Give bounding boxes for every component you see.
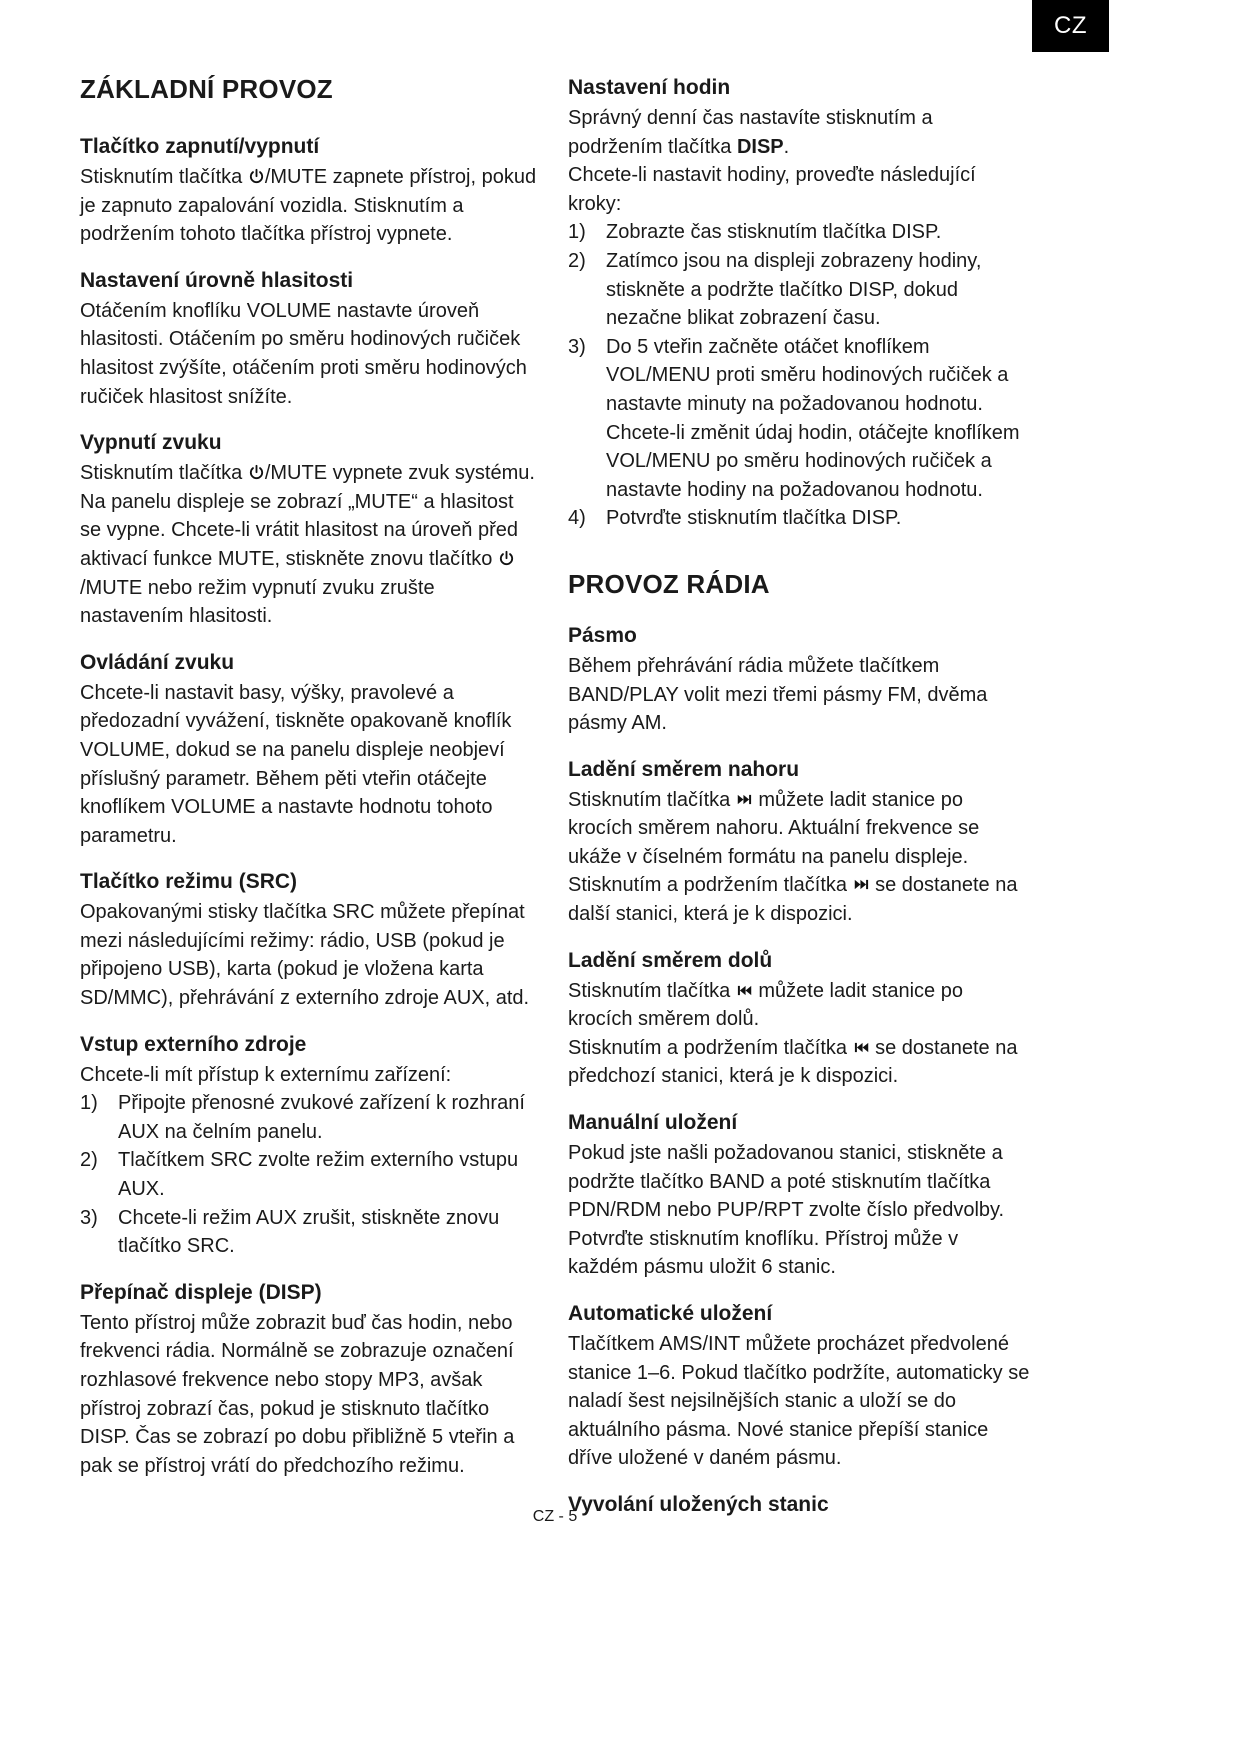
section-heading-external-input: Vstup externího zdroje (80, 1032, 307, 1056)
list-item-text: Zatímco jsou na displeji zobrazeny hodiny, stiskněte a podržte tlačítko DISP, dokud nezačne blikat zobrazení času. (606, 249, 982, 330)
list-item (568, 504, 1030, 533)
list-item-number: 2) (568, 249, 586, 272)
paragraph (568, 104, 1030, 161)
right-column (568, 70, 1030, 1521)
list-item-number: 2) (80, 1149, 98, 1172)
paragraph: Během přehrávání rádia můžete tlačítkem BAND/PLAY volit mezi třemi pásmy FM, dvěma pásmy AM. (568, 654, 988, 735)
list-item-text: Tlačítkem SRC zvolte režim externího vstupu AUX. (118, 1149, 519, 1201)
paragraph (568, 786, 1030, 929)
paragraph-text: Stisknutím tlačítka (80, 166, 248, 188)
paragraph-text: se dostanete na předchozí stanici, která je k dispozici. (568, 1036, 1018, 1088)
chapter-title-basic-operation: ZÁKLADNÍ PROVOZ (80, 74, 333, 104)
paragraph: Pokud jste našli požadovanou stanici, stiskněte a podržte tlačítko BAND a poté stisknutím tlačítka PDN/RDM nebo PUP/RPT zvolte číslo předvolby. Potvrďte stisknutím knoflíku. Přístroj může v každém pásmu uložit 6 stanic. (568, 1142, 1005, 1279)
left-column (80, 70, 538, 1480)
paragraph: Opakovanými stisky tlačítka SRC můžete přepínat mezi následujícími režimy: rádio, USB (pokud je připojeno USB), karta (pokud je vložena karta SD/MMC), přehrávání z externího zdroje AUX, atd. (80, 901, 530, 1010)
chapter-title-radio-operation: PROVOZ RÁDIA (568, 568, 770, 599)
power-icon (248, 168, 265, 185)
section-heading-auto-store: Automatické uložení (568, 1302, 773, 1325)
list-item (80, 1089, 538, 1146)
paragraph: Otáčením knoflíku VOLUME nastavte úroveň hlasitosti. Otáčením po směru hodinových ručiček hlasitost zvýšíte, otáčením proti směru hodinových ručiček hlasitost snížíte. (80, 299, 527, 408)
previous-track-icon (736, 982, 753, 999)
paragraph-text: Stisknutím tlačítka (80, 462, 248, 485)
paragraph-text: Správný denní čas nastavíte stisknutím a podržením tlačítka (568, 107, 933, 158)
previous-track-icon (853, 1039, 870, 1056)
list-item-text: Do 5 vteřin začněte otáčet knoflíkem VOL/MENU proti směru hodinových ručiček a nastavte minuty na požadovanou hodnotu. Chcete-li změnit údaj hodin, otáčejte knoflíkem VOL/MENU po směru hodinových ručiček a nastavte hodiny na požadovanou hodnotu. (606, 335, 1020, 501)
paragraph-text: Stisknutím tlačítka (568, 788, 736, 811)
paragraph-text: /MUTE vypnete zvuk systému. Na panelu displeje se zobrazí „MUTE“ a hlasitost se vypne. Chcete-li vrátit hlasitost na úroveň před aktivací funkce MUTE, stiskněte znovu tlačítko (80, 462, 535, 570)
list-item-text: Zobrazte čas stisknutím tlačítka DISP. (606, 221, 942, 244)
section-heading-power-button: Tlačítko zapnutí/vypnutí (80, 135, 320, 158)
language-badge-label: CZ (1054, 12, 1087, 39)
list-item (80, 1204, 538, 1261)
paragraph: Chcete-li mít přístup k externímu zařízení: (80, 1063, 452, 1086)
paragraph-text: se dostanete na další stanici, která je k dispozici. (568, 874, 1018, 926)
list-item-number: 4) (568, 507, 586, 530)
section-heading-band: Pásmo (568, 623, 637, 647)
section-heading-mode-button-src: Tlačítko režimu (SRC) (80, 870, 298, 894)
paragraph-text: /MUTE nebo režim vypnutí zvuku zrušte nastavením hlasitosti. (80, 576, 435, 628)
section-heading-tune-up: Ladění směrem nahoru (568, 757, 800, 781)
list-item-number: 1) (80, 1092, 98, 1115)
page-footer: CZ - 5 (532, 1508, 578, 1525)
language-badge (1032, 0, 1109, 52)
paragraph: Tento přístroj může zobrazit buď čas hodin, nebo frekvenci rádia. Normálně se zobrazuje označení rozhlasové frekvence nebo stopy MP3, avšak přístroj zobrazí čas, pokud je stisknuto tlačítko DISP. Čas se zobrazí po dobu přibližně 5 vteřin a pak se přístroj vrátí do předchozího režimu. (80, 1311, 515, 1477)
paragraph-text: můžete ladit stanice po krocích směrem nahoru. Aktuální frekvence se ukáže v číselném formátu na panelu displeje. Stisknutím a podržením tlačítka (568, 788, 980, 897)
paragraph-text: můžete ladit stanice po krocích směrem dolů. (568, 979, 963, 1031)
list-item (568, 247, 1030, 333)
paragraph (80, 459, 538, 631)
paragraph-text-bold: DISP (736, 135, 784, 158)
section-heading-tune-down: Ladění směrem dolů (568, 948, 773, 972)
paragraph (80, 163, 538, 249)
paragraph-text: Stisknutím a podržením tlačítka (568, 1036, 853, 1059)
next-track-icon (736, 791, 753, 808)
paragraph (568, 1034, 1030, 1091)
paragraph: Chcete-li nastavit basy, výšky, pravolevé a předozadní vyvážení, tiskněte opakovaně knoflík VOLUME, dokud se na panelu displeje neobjeví příslušný parametr. Během pěti vteřin otáčejte knoflíkem VOLUME a nastavte hodnotu tohoto parametru. (80, 681, 512, 847)
section-heading-recall-stations: Vyvolání uložených stanic (568, 1492, 829, 1516)
paragraph-text: Stisknutím tlačítka (568, 979, 736, 1002)
paragraph: Chcete-li nastavit hodiny, proveďte následující kroky: (568, 164, 976, 215)
section-heading-sound-control: Ovládání zvuku (80, 650, 235, 674)
section-heading-volume-level: Nastavení úrovně hlasitosti (80, 268, 354, 292)
list-item-number: 1) (568, 221, 586, 244)
list-item-number: 3) (568, 335, 586, 358)
paragraph-text: /MUTE zapnete přístroj, pokud je zapnuto zapalování vozidla. Stisknutím a podržením tohoto tlačítka přístroj vypnete. (80, 166, 537, 246)
list-item-number: 3) (80, 1206, 98, 1229)
section-heading-clock-setting: Nastavení hodin (568, 76, 731, 99)
section-heading-display-switch-disp: Přepínač displeje (DISP) (80, 1280, 322, 1304)
list-item-text: Potvrďte stisknutím tlačítka DISP. (606, 507, 902, 530)
paragraph-text: . (783, 135, 790, 158)
list-item-text: Připojte přenosné zvukové zařízení k rozhraní AUX na čelním panelu. (118, 1092, 525, 1143)
list-item-text: Chcete-li režim AUX zrušit, stiskněte znovu tlačítko SRC. (118, 1206, 500, 1258)
power-icon (248, 464, 265, 481)
paragraph (568, 977, 1030, 1034)
section-heading-manual-store: Manuální uložení (568, 1111, 738, 1135)
power-icon (498, 550, 515, 567)
list-item (568, 218, 1030, 247)
next-track-icon (853, 876, 870, 893)
paragraph: Tlačítkem AMS/INT můžete procházet předvolené stanice 1–6. Pokud tlačítko podržíte, automaticky se naladí šest nejsilnějších stanic a uloží se do aktuálního pásma. Nové stanice přepíší stanice dříve uložené v daném pásmu. (568, 1333, 1030, 1470)
list-item (80, 1146, 538, 1203)
list-item (568, 333, 1030, 505)
section-heading-mute: Vypnutí zvuku (80, 431, 222, 455)
